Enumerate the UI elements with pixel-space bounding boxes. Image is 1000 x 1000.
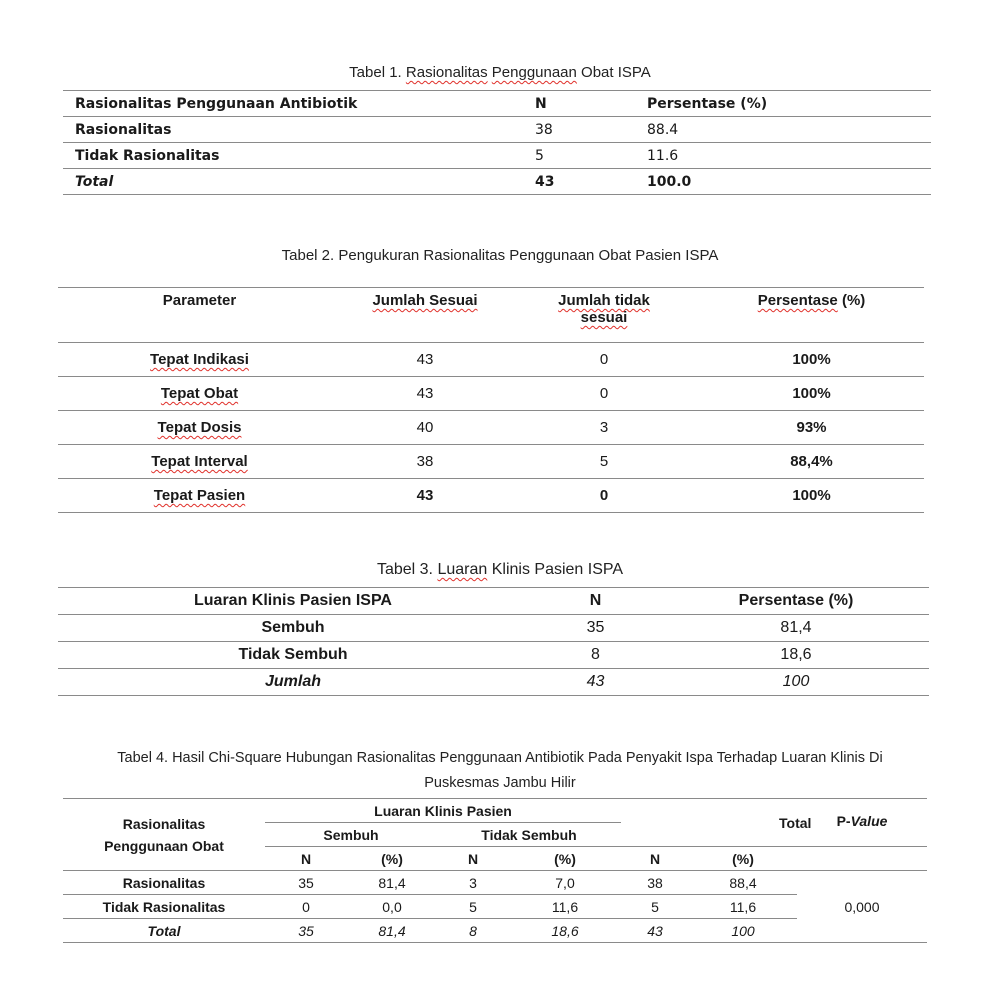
table-row bbox=[58, 445, 924, 479]
table-row bbox=[58, 479, 924, 513]
header-total: Total bbox=[689, 799, 927, 847]
row-label bbox=[58, 411, 341, 445]
cell-pct: 81,4 bbox=[663, 615, 929, 642]
cell-sesuai: 43 bbox=[341, 479, 509, 513]
cell-tidak-sesuai: 0 bbox=[509, 479, 699, 513]
cell-tidak-pct: 11,6 bbox=[509, 895, 621, 919]
spellcheck-word: Tepat Indikasi bbox=[150, 351, 249, 368]
header-cell: Rasionalitas Penggunaan Antibiotik bbox=[63, 91, 535, 117]
table4-caption-line2: Puskesmas Jambu Hilir bbox=[424, 775, 576, 791]
cell-tidak-n: 3 bbox=[437, 871, 509, 895]
spellcheck-word: Tepat Interval bbox=[151, 453, 248, 470]
cell-sesuai: 38 bbox=[341, 445, 509, 479]
caption-text: Klinis Pasien ISPA bbox=[487, 561, 624, 578]
caption-text: Tabel 3. bbox=[376, 561, 438, 578]
total-pct: 100.0 bbox=[647, 169, 931, 195]
table-row bbox=[58, 377, 924, 411]
header-row-label bbox=[63, 799, 265, 871]
row-label bbox=[58, 479, 341, 513]
cell-n: 35 bbox=[528, 615, 663, 642]
total-n: 43 bbox=[528, 669, 663, 696]
row-label: Rasionalitas bbox=[63, 871, 265, 895]
cell-n: 5 bbox=[535, 143, 647, 169]
row-label: Tidak Rasionalitas bbox=[63, 143, 535, 169]
header-sembuh: Sembuh bbox=[265, 823, 437, 847]
header-group-luaran: Luaran Klinis Pasien bbox=[265, 799, 621, 823]
total-sembuh-n: 35 bbox=[265, 919, 347, 943]
header-jumlah-tidak-sesuai bbox=[509, 288, 699, 343]
table3-caption bbox=[0, 561, 1000, 579]
row-label: Tidak Rasionalitas bbox=[63, 895, 265, 919]
cell-total-n: 38 bbox=[621, 871, 689, 895]
total-n: 43 bbox=[535, 169, 647, 195]
cell-pct: 88,4% bbox=[699, 445, 924, 479]
header-persentase bbox=[699, 288, 924, 343]
cell-tidak-sesuai: 5 bbox=[509, 445, 699, 479]
cell-sembuh-n: 0 bbox=[265, 895, 347, 919]
cell-tidak-sesuai: 3 bbox=[509, 411, 699, 445]
total-sembuh-pct: 81,4 bbox=[347, 919, 437, 943]
cell-sesuai: 43 bbox=[341, 377, 509, 411]
header-pct: (%) bbox=[509, 847, 621, 871]
cell-sembuh-pct: 0,0 bbox=[347, 895, 437, 919]
cell-total-pct: 88,4 bbox=[689, 871, 797, 895]
cell-pct: 100% bbox=[699, 377, 924, 411]
caption-text: Obat ISPA bbox=[576, 64, 651, 81]
cell-tidak-n: 5 bbox=[437, 895, 509, 919]
header-cell: N bbox=[528, 588, 663, 615]
table-row bbox=[63, 117, 931, 143]
table-row bbox=[58, 615, 929, 642]
header-pvalue bbox=[797, 813, 927, 871]
table-total-row bbox=[58, 669, 929, 696]
table-row bbox=[58, 343, 924, 377]
header-cell: Persentase (%) bbox=[663, 588, 929, 615]
table1-caption bbox=[0, 64, 1000, 81]
total-pct: 100 bbox=[663, 669, 929, 696]
spellcheck-word: sesuai bbox=[580, 309, 628, 326]
header-n: N bbox=[437, 847, 509, 871]
row-label bbox=[58, 445, 341, 479]
row-label bbox=[58, 377, 341, 411]
cell-pct: 100% bbox=[699, 479, 924, 513]
header-parameter: Parameter bbox=[58, 288, 341, 343]
table1-rationality-usage bbox=[63, 90, 931, 195]
row-label bbox=[58, 343, 341, 377]
header-spacer bbox=[621, 823, 689, 847]
cell-n: 38 bbox=[535, 117, 647, 143]
cell-sembuh-pct: 81,4 bbox=[347, 871, 437, 895]
spellcheck-word: Tepat Dosis bbox=[157, 419, 242, 436]
table2-caption: Tabel 2. Pengukuran Rasionalitas Penggunaan Obat Pasien ISPA bbox=[281, 247, 719, 264]
cell-pct: 18,6 bbox=[663, 642, 929, 669]
cell-tidak-sesuai: 0 bbox=[509, 343, 699, 377]
spellcheck-word: Jumlah Sesuai bbox=[372, 292, 478, 309]
header-text: Penggunaan Obat bbox=[104, 837, 224, 854]
table4-caption-line1: Tabel 4. Hasil Chi-Square Hubungan Rasionalitas Penggunaan Antibiotik Pada Penyakit Ispa Terhadap Luaran Klinis Di bbox=[117, 750, 883, 766]
spellcheck-word: Penggunaan bbox=[491, 64, 577, 81]
spellcheck-word: Tepat Pasien bbox=[153, 487, 246, 504]
table-header-row bbox=[63, 91, 931, 117]
header-pct: (%) bbox=[689, 847, 797, 871]
cell-pct: 100% bbox=[699, 343, 924, 377]
header-pct: (%) bbox=[347, 847, 437, 871]
header-cell: N bbox=[535, 91, 647, 117]
table-header-row bbox=[58, 588, 929, 615]
table4-chi-square bbox=[63, 798, 927, 943]
header-spacer bbox=[621, 799, 689, 823]
row-label: Rasionalitas bbox=[63, 117, 535, 143]
header-pvalue-text bbox=[797, 813, 927, 829]
total-label: Total bbox=[63, 919, 265, 943]
cell-pct: 93% bbox=[699, 411, 924, 445]
cell-tidak-pct: 7,0 bbox=[509, 871, 621, 895]
table-total-row bbox=[63, 169, 931, 195]
cell-sembuh-n: 35 bbox=[265, 871, 347, 895]
header-unit: (%) bbox=[837, 292, 866, 309]
cell-p-value: 0,000 bbox=[797, 871, 927, 943]
header-tidak-sembuh: Tidak Sembuh bbox=[437, 823, 621, 847]
header-cell: Persentase (%) bbox=[647, 91, 931, 117]
pvalue-prefix: P- bbox=[836, 813, 851, 829]
header-jumlah-sesuai bbox=[341, 288, 509, 343]
header-n: N bbox=[621, 847, 689, 871]
spellcheck-word: Luaran bbox=[437, 561, 488, 578]
cell-n: 8 bbox=[528, 642, 663, 669]
spellcheck-word: Persentase bbox=[757, 292, 838, 309]
table2-rationality-measurement bbox=[58, 287, 924, 513]
row-label: Sembuh bbox=[58, 615, 528, 642]
cell-pct: 88.4 bbox=[647, 117, 931, 143]
spellcheck-word: Tepat Obat bbox=[160, 385, 239, 402]
row-label: Tidak Sembuh bbox=[58, 642, 528, 669]
table-row bbox=[58, 411, 924, 445]
table-row bbox=[58, 642, 929, 669]
total-total-n: 43 bbox=[621, 919, 689, 943]
total-label: Jumlah bbox=[58, 669, 528, 696]
total-label: Total bbox=[63, 169, 535, 195]
pvalue-italic: Value bbox=[850, 813, 888, 829]
cell-total-n: 5 bbox=[621, 895, 689, 919]
table-header-row bbox=[58, 288, 924, 343]
table3-clinical-outcome bbox=[58, 587, 929, 696]
cell-sesuai: 40 bbox=[341, 411, 509, 445]
header-n: N bbox=[265, 847, 347, 871]
total-total-pct: 100 bbox=[689, 919, 797, 943]
spellcheck-word: Jumlah tidak bbox=[558, 292, 650, 309]
cell-tidak-sesuai: 0 bbox=[509, 377, 699, 411]
table-row bbox=[63, 143, 931, 169]
total-tidak-n: 8 bbox=[437, 919, 509, 943]
cell-pct: 11.6 bbox=[647, 143, 931, 169]
header-text: Rasionalitas bbox=[122, 815, 206, 832]
table-row bbox=[63, 871, 927, 895]
cell-total-pct: 11,6 bbox=[689, 895, 797, 919]
spellcheck-word: Rasionalitas bbox=[405, 64, 488, 81]
caption-text: Tabel 1. bbox=[349, 64, 406, 81]
total-tidak-pct: 18,6 bbox=[509, 919, 621, 943]
cell-sesuai: 43 bbox=[341, 343, 509, 377]
header-cell: Luaran Klinis Pasien ISPA bbox=[58, 588, 528, 615]
